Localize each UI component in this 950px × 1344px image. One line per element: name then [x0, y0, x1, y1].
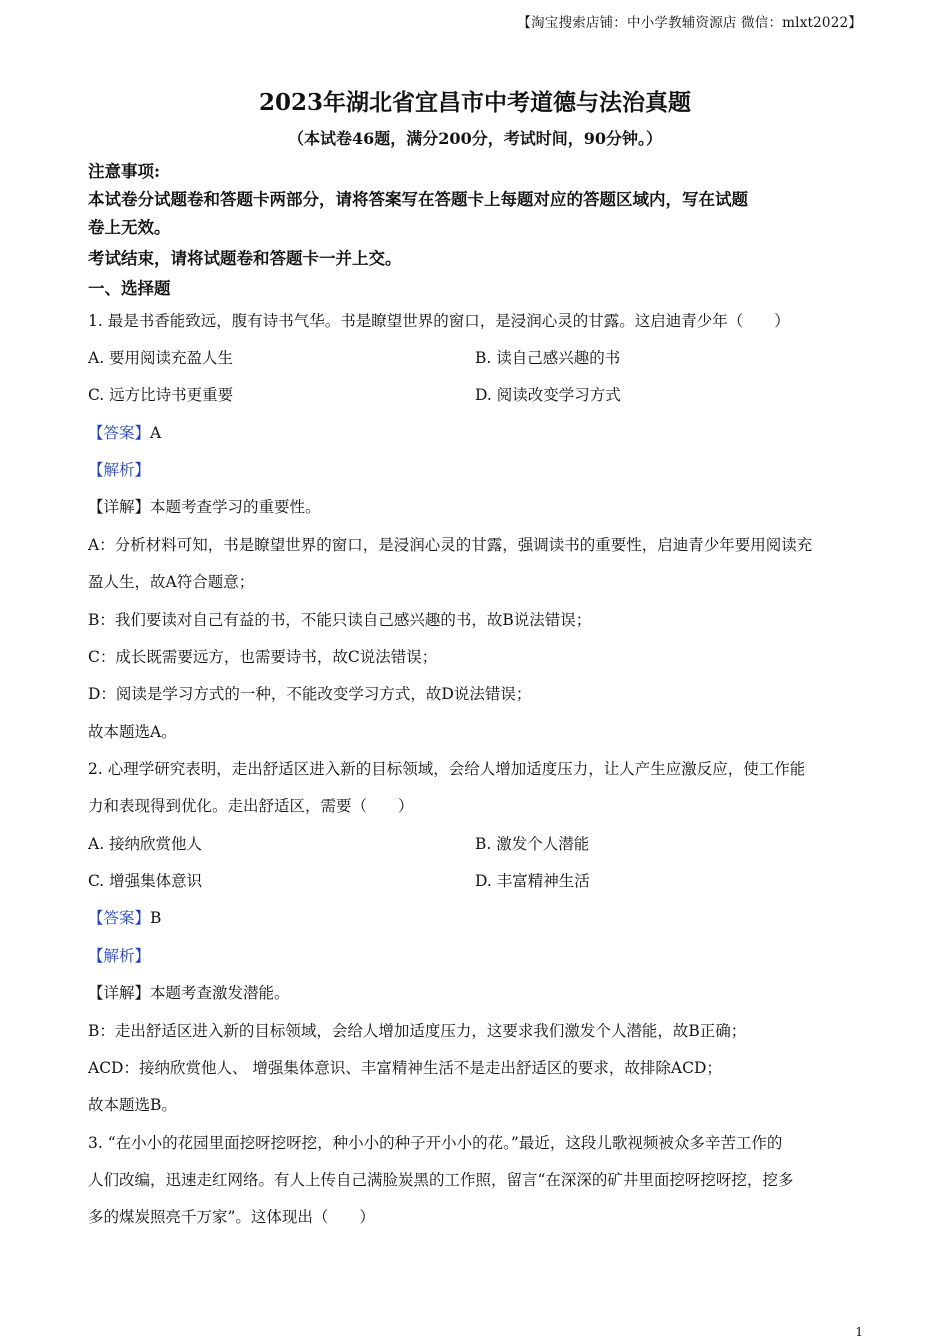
question-stem: 1. 最是书香能致远，腹有诗书气华。书是瞭望世界的窗口，是浸润心灵的甘露。这启迪青少年（ ）: [88, 312, 790, 330]
option-a: A. 接纳欣赏他人: [88, 835, 203, 853]
page-subtitle: （本试卷46题，满分200分，考试时间，90分钟。）: [288, 129, 662, 148]
analysis-tag: 【解析】: [88, 461, 151, 479]
answer-line: [88, 906, 161, 928]
question-stem: 力和表现得到优化。走出舒适区，需要（ ）: [88, 797, 414, 815]
explain-line: 故本题选A。: [88, 723, 177, 741]
page-number: 1: [855, 1325, 863, 1339]
option-b: B. 激发个人潜能: [475, 835, 590, 853]
detail-tag: 【详解】: [88, 984, 151, 1002]
page-title: 2023年湖北省宜昌市中考道德与法治真题: [258, 89, 691, 116]
question-stem: 多的煤炭照亮千万家”。这体现出（ ）: [88, 1208, 375, 1226]
answer-line: [88, 421, 161, 443]
detail-text: 本题考查激发潜能。: [150, 984, 290, 1002]
question-stem: 3. “在小小的花园里面挖呀挖呀挖，种小小的种子开小小的花。”最近，这段儿歌视频被众多辛苦工作的: [88, 1134, 783, 1152]
option-b: B. 读自己感兴趣的书: [475, 349, 621, 367]
notice-line: 本试卷分试题卷和答题卡两部分，请将答案写在答题卡上每题对应的答题区域内，写在试题: [88, 190, 748, 209]
option-c: C. 增强集体意识: [88, 872, 203, 890]
option-a: A. 要用阅读充盈人生: [88, 349, 234, 367]
answer-value: B: [150, 909, 162, 927]
explain-line: D：阅读是学习方式的一种，不能改变学习方式，故D说法错误；: [88, 685, 532, 703]
explain-line: 盈人生，故A符合题意；: [88, 573, 255, 591]
question-stem: 人们改编，迅速走红网络。有人上传自己满脸炭黑的工作照，留言“在深深的矿井里面挖呀挖呀挖，挖多: [88, 1171, 794, 1189]
notice-line: 考试结束，请将试题卷和答题卡一并上交。: [88, 249, 402, 268]
explain-line: A：分析材料可知，书是瞭望世界的窗口，是浸润心灵的甘露，强调读书的重要性，启迪青少年要用阅读充: [88, 536, 813, 554]
option-d: D. 丰富精神生活: [475, 872, 590, 890]
detail-tag: 【详解】: [88, 498, 151, 516]
explain-line: 故本题选B。: [88, 1096, 177, 1114]
explain-line: C：成长既需要远方，也需要诗书，故C说法错误；: [88, 648, 438, 666]
analysis-tag: 【解析】: [88, 947, 151, 965]
header-note: 【淘宝搜索店铺：中小学教辅资源店 微信：mlxt2022】: [517, 15, 862, 31]
section-heading: 一、选择题: [88, 279, 171, 298]
detail-line: [88, 495, 321, 517]
explain-line: ACD：接纳欣赏他人、 增强集体意识、丰富精神生活不是走出舒适区的要求，故排除ACD；: [88, 1059, 722, 1077]
detail-line: [88, 981, 290, 1003]
answer-tag: 【答案】: [88, 909, 151, 927]
answer-tag: 【答案】: [88, 424, 151, 442]
detail-text: 本题考查学习的重要性。: [150, 498, 321, 516]
explain-line: B：走出舒适区进入新的目标领域，会给人增加适度压力，这要求我们激发个人潜能，故B正确；: [88, 1022, 747, 1040]
question-stem: 2. 心理学研究表明，走出舒适区进入新的目标领域，会给人增加适度压力，让人产生应激反应，使工作能: [88, 760, 806, 778]
notice-line: 卷上无效。: [88, 218, 171, 237]
option-d: D. 阅读改变学习方式: [475, 386, 621, 404]
option-c: C. 远方比诗书更重要: [88, 386, 234, 404]
notice-heading: 注意事项:: [88, 162, 161, 181]
explain-line: B：我们要读对自己有益的书，不能只读自己感兴趣的书，故B说法错误；: [88, 611, 592, 629]
answer-value: A: [150, 424, 162, 442]
